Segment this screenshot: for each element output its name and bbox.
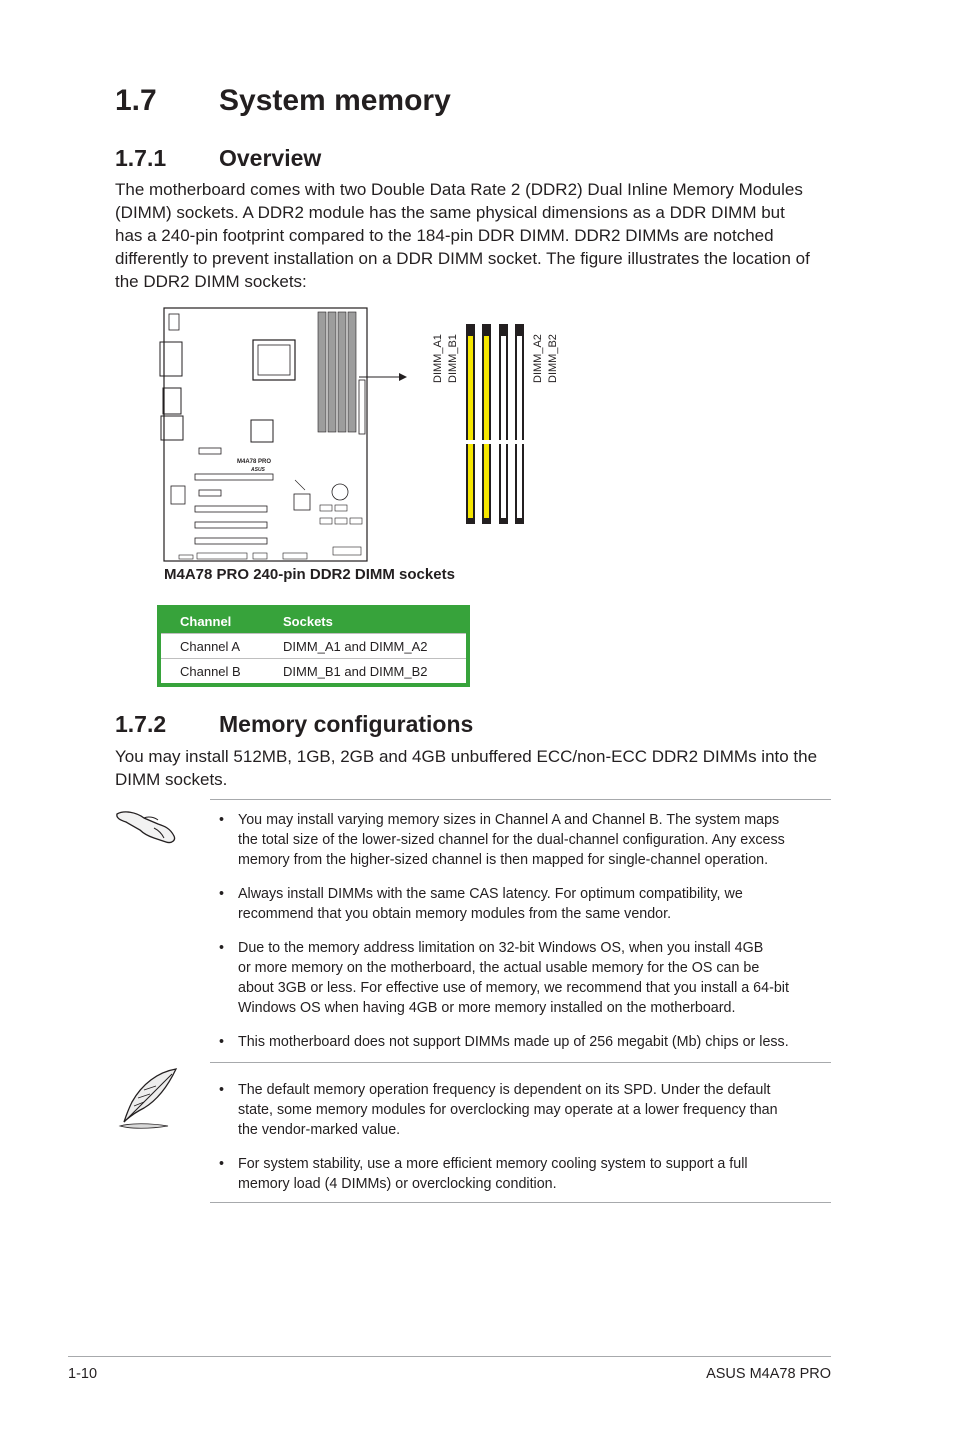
note-line: The default memory operation frequency is dependent on its SPD. Under the default: [238, 1082, 771, 1098]
dimm-label-b2: DIMM_B2: [547, 334, 559, 383]
note-text: [238, 1032, 828, 1052]
overview-line: (DIMM) sockets. A DDR2 module has the same physical dimensions as a DDR DIMM but: [115, 203, 785, 222]
overview-heading: [115, 145, 321, 172]
note-text: [238, 938, 828, 1018]
note-line: Always install DIMMs with the same CAS latency. For optimum compatibility, we: [238, 886, 743, 902]
note-line: Windows OS when having 4GB or more memory installed on the motherboard.: [238, 1000, 736, 1016]
note-line: You may install varying memory sizes in Channel A and Channel B. The system maps: [238, 812, 780, 828]
caution-hand-icon: [114, 806, 178, 846]
memory-configs-number: 1.7.2: [115, 711, 167, 737]
table-header-cell: Channel: [159, 607, 264, 634]
table-header-row: [159, 607, 468, 634]
dimm-socket-b2-latch: [517, 336, 522, 518]
dimm-notch: [466, 440, 475, 444]
overview-number: 1.7.1: [115, 145, 167, 171]
note-line: Due to the memory address limitation on 32-bit Windows OS, when you install 4GB: [238, 940, 764, 956]
note-line: about 3GB or less. For effective use of memory, we recommend that you install a 64-bit: [238, 980, 789, 996]
dimm-notch: [482, 440, 491, 444]
table-row: [159, 634, 468, 659]
dimm-label-a2: DIMM_A2: [532, 334, 544, 383]
note-divider: [210, 1202, 831, 1203]
bullet: •: [219, 1156, 225, 1172]
note-line: the vendor-marked value.: [238, 1122, 401, 1138]
section-title: System memory: [219, 84, 451, 117]
memory-configs-paragraph: [115, 745, 837, 791]
table-row: [159, 659, 468, 686]
page-number: 1-10: [68, 1366, 98, 1382]
note-text: [238, 884, 828, 924]
overview-line: differently to prevent installation on a DDR DIMM socket. The figure illustrates the location of: [115, 249, 810, 268]
board-dimm-slot: [338, 312, 346, 432]
note-text: [238, 1154, 828, 1194]
bullet: •: [219, 1034, 225, 1050]
dimm-socket-a1-latch: [468, 336, 473, 518]
table-cell: DIMM_A1 and DIMM_A2: [264, 634, 468, 659]
bullet: •: [219, 886, 225, 902]
note-line: For system stability, use a more efficient memory cooling system to support a full: [238, 1156, 748, 1172]
table-cell: DIMM_B1 and DIMM_B2: [264, 659, 468, 686]
note-text: [238, 1080, 828, 1140]
memory-configs-title: Memory configurations: [219, 711, 474, 737]
note-line: recommend that you obtain memory modules from the same vendor.: [238, 906, 672, 922]
dimm-notch: [499, 440, 508, 444]
note-line: the total size of the lower-sized channel for the dual-channel configuration. Any excess: [238, 832, 785, 848]
board-model-label: M4A78 PRO: [237, 459, 272, 465]
board-dimm-slot: [318, 312, 326, 432]
section-number: 1.7: [115, 84, 157, 117]
table-header-cell: Sockets: [264, 607, 468, 634]
overview-line: The motherboard comes with two Double Data Rate 2 (DDR2) Dual Inline Memory Modules: [115, 180, 803, 199]
footer-divider: [68, 1356, 831, 1357]
dimm-notch: [515, 440, 524, 444]
memory-configs-line: DIMM sockets.: [115, 770, 228, 789]
board-dimm-slot: [328, 312, 336, 432]
note-line: This motherboard does not support DIMMs made up of 256 megabit (Mb) chips or less.: [238, 1034, 789, 1050]
bullet: •: [219, 812, 225, 828]
note-divider: [210, 1062, 831, 1063]
note-text: [238, 810, 828, 870]
figure-caption: M4A78 PRO 240-pin DDR2 DIMM sockets: [164, 566, 455, 583]
board-outline: [164, 308, 367, 561]
board-dimm-slot: [348, 312, 356, 432]
dimm-socket-b1-latch: [484, 336, 489, 518]
memory-configs-line: You may install 512MB, 1GB, 2GB and 4GB unbuffered ECC/non-ECC DDR2 DIMMs into the: [115, 747, 818, 766]
dimm-label-b1: DIMM_B1: [447, 334, 459, 383]
motherboard-dimm-figure: [155, 300, 575, 568]
note-line: memory from the higher-sized channel is then mapped for single-channel operation.: [238, 852, 769, 868]
pointer-arrowhead: [399, 373, 407, 381]
dimm-label-a1: DIMM_A1: [432, 334, 444, 383]
note-line: state, some memory modules for overclocking may operate at a lower frequency than: [238, 1102, 778, 1118]
note-line: memory load (4 DIMMs) or overclocking condition.: [238, 1176, 557, 1192]
channel-table: [157, 605, 470, 687]
note-divider: [210, 799, 831, 800]
overview-paragraph: [115, 178, 837, 293]
dimm-socket-a2-latch: [501, 336, 506, 518]
overview-line: has a 240-pin footprint compared to the 184-pin DDR DIMM. DDR2 DIMMs are notched: [115, 226, 774, 245]
overview-line: the DDR2 DIMM sockets:: [115, 272, 307, 291]
product-name: ASUS M4A78 PRO: [706, 1366, 831, 1382]
table-cell: Channel A: [159, 634, 264, 659]
note-feather-icon: [114, 1066, 180, 1130]
bullet: •: [219, 1082, 225, 1098]
overview-title: Overview: [219, 145, 322, 171]
board-brand-label: ASUS: [251, 467, 265, 473]
section-heading: [115, 84, 451, 118]
memory-configs-heading: [115, 711, 473, 738]
bullet: •: [219, 940, 225, 956]
note-line: or more memory on the motherboard, the actual usable memory for the OS can be: [238, 960, 760, 976]
table-cell: Channel B: [159, 659, 264, 686]
